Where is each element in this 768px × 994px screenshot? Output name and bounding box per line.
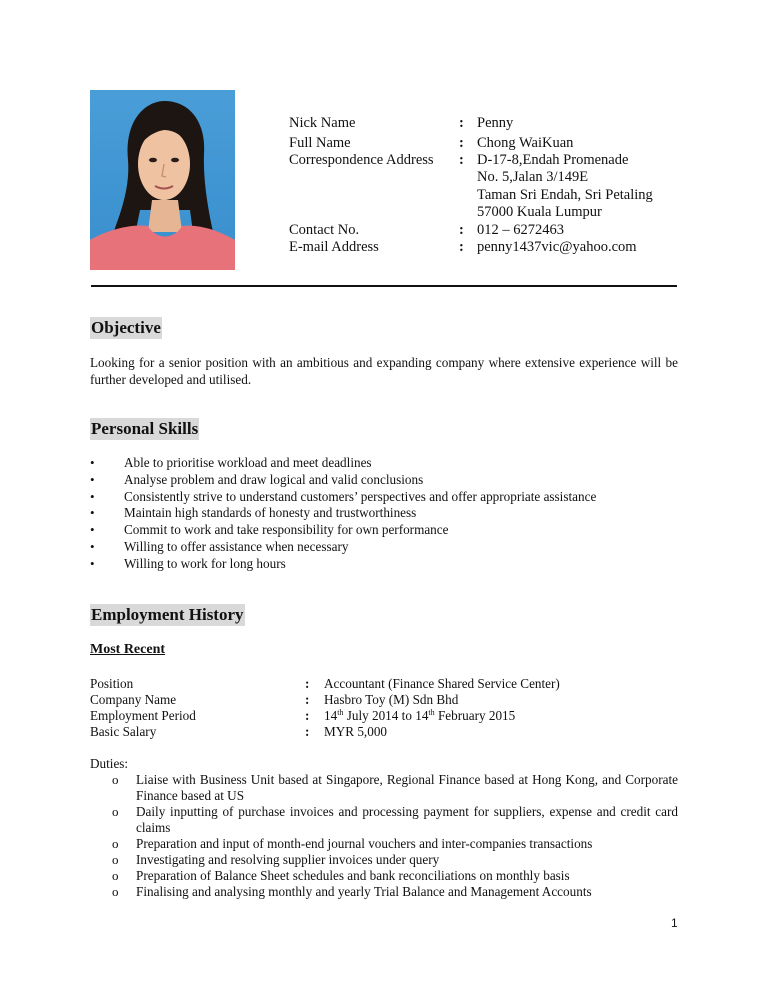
- bullet-icon: •: [90, 505, 95, 521]
- contact-no-value: 012 – 6272463: [477, 222, 564, 238]
- skills-list: [90, 455, 690, 573]
- portrait-illustration: [90, 90, 235, 270]
- email-value: penny1437vic@yahoo.com: [477, 239, 637, 255]
- list-item: • Able to prioritise workload and meet deadlines: [90, 455, 372, 470]
- objective-heading: Objective: [91, 318, 161, 337]
- list-item: o Investigating and resolving supplier invoices under query: [112, 852, 440, 867]
- list-item: • Analyse problem and draw logical and valid conclusions: [90, 471, 424, 487]
- nick-name-label: Nick Name: [289, 115, 356, 131]
- address-line-3: Taman Sri Endah, Sri Petaling: [477, 187, 653, 203]
- list-item: • Willing to work for long hours: [90, 555, 286, 571]
- list-item: • Willing to offer assistance when necessary: [90, 538, 349, 554]
- salary-value: MYR 5,000: [324, 724, 388, 739]
- list-item: o Preparation of Balance Sheet schedules and bank reconciliations on monthly basis: [112, 868, 570, 883]
- list-item: o Liaise with Business Unit based at Singapore, Regional Finance based at Hong Kong, and Corporate Finance based at US: [112, 772, 678, 803]
- list-item: • Commit to work and take responsibility for own performance: [90, 522, 449, 538]
- list-item: • Maintain high standards of honesty and trustworthiness: [90, 505, 417, 521]
- employment-history-heading: Employment History: [91, 605, 244, 624]
- duties-list: [112, 772, 678, 900]
- bullet-icon: •: [90, 471, 95, 487]
- circle-bullet-icon: o: [112, 884, 119, 899]
- most-recent-subheading: Most Recent: [90, 642, 166, 657]
- position-label: Position: [90, 676, 134, 691]
- colon: :: [459, 135, 464, 151]
- horizontal-rule: [91, 285, 677, 287]
- address-line-4: 57000 Kuala Lumpur: [477, 204, 602, 220]
- email-label: E-mail Address: [289, 239, 379, 255]
- circle-bullet-icon: o: [112, 772, 119, 787]
- salary-label: Basic Salary: [90, 724, 157, 739]
- duties-label: Duties:: [90, 756, 129, 771]
- list-item: • Consistently strive to understand customers’ perspectives and offer appropriate assistance: [90, 488, 597, 504]
- colon: :: [459, 222, 464, 238]
- colon: :: [305, 724, 310, 739]
- list-item: o Daily inputting of purchase invoices and processing payment for suppliers, expense and credit card claims: [112, 804, 678, 835]
- bullet-icon: •: [90, 538, 95, 554]
- full-name-value: Chong WaiKuan: [477, 135, 574, 151]
- bullet-icon: •: [90, 455, 95, 470]
- colon: :: [459, 115, 464, 131]
- circle-bullet-icon: o: [112, 852, 119, 867]
- colon: :: [305, 708, 310, 723]
- personal-skills-heading: Personal Skills: [91, 419, 199, 438]
- period-value: 14th July 2014 to 14th February 2015: [324, 708, 516, 723]
- address-line-1: D-17-8,Endah Promenade: [477, 152, 629, 168]
- colon: :: [459, 239, 464, 255]
- list-item: o Preparation and input of month-end journal vouchers and inter-companies transactions: [112, 836, 593, 851]
- objective-text: Looking for a senior position with an ambitious and expanding company where extensive experience will be further developed and utilised.: [90, 355, 678, 387]
- company-label: Company Name: [90, 692, 177, 707]
- address-line-2: No. 5,Jalan 3/149E: [477, 169, 589, 185]
- position-value: Accountant (Finance Shared Service Center): [324, 676, 560, 691]
- circle-bullet-icon: o: [112, 836, 119, 851]
- colon: :: [459, 152, 464, 168]
- period-label: Employment Period: [90, 708, 196, 723]
- list-item: o Finalising and analysing monthly and yearly Trial Balance and Management Accounts: [112, 884, 592, 899]
- bullet-icon: •: [90, 488, 95, 504]
- address-label: Correspondence Address: [289, 152, 434, 168]
- profile-photo: [90, 90, 235, 270]
- circle-bullet-icon: o: [112, 868, 119, 883]
- colon: :: [305, 692, 310, 707]
- contact-no-label: Contact No.: [289, 222, 360, 238]
- page-number: 1: [671, 916, 678, 930]
- colon: :: [305, 676, 310, 691]
- circle-bullet-icon: o: [112, 804, 119, 819]
- bullet-icon: •: [90, 555, 95, 571]
- bullet-icon: •: [90, 522, 95, 538]
- company-value: Hasbro Toy (M) Sdn Bhd: [324, 692, 459, 707]
- nick-name-value: Penny: [477, 115, 514, 131]
- full-name-label: Full Name: [289, 135, 351, 151]
